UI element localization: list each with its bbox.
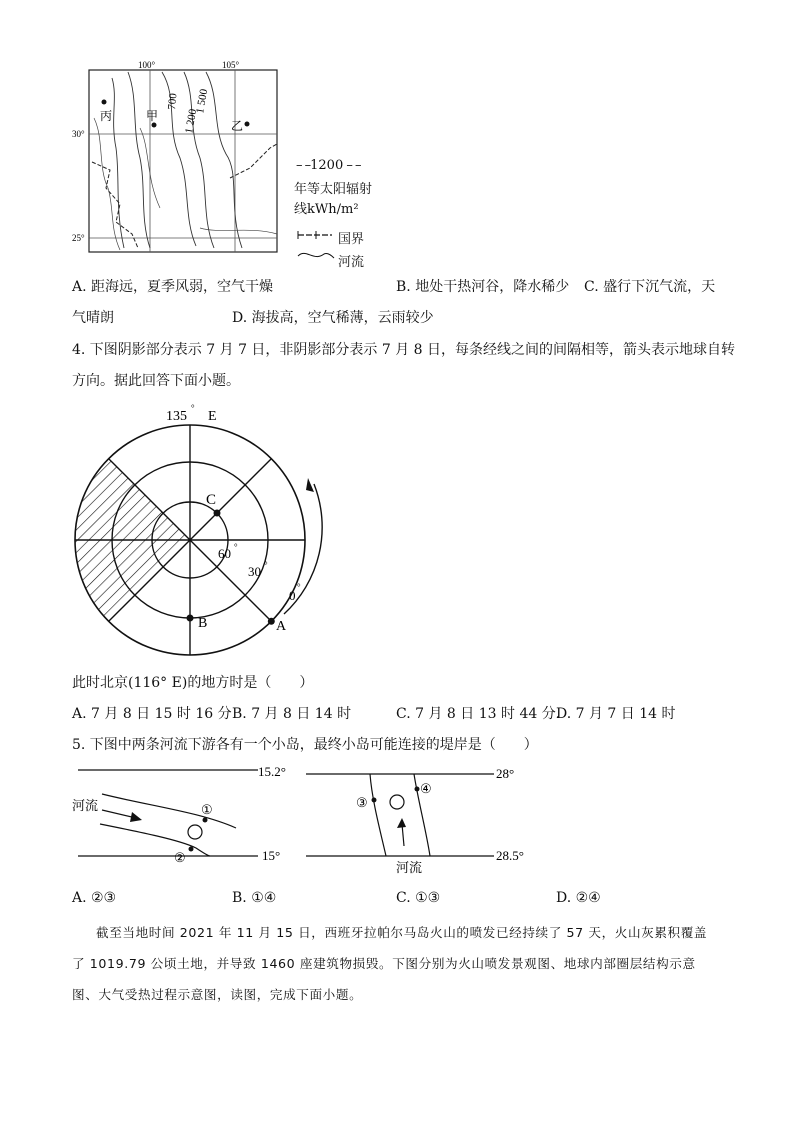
isoline xyxy=(128,72,150,248)
rotation-arrowhead-icon xyxy=(306,478,314,492)
legend-river-label: 河流 xyxy=(338,255,365,270)
island xyxy=(188,825,202,839)
mark-2: ② xyxy=(174,850,186,865)
right-top-lat: 28° xyxy=(496,766,515,781)
legend-border-label: 国界 xyxy=(338,232,365,247)
label-B: B xyxy=(198,616,208,631)
bing-label: 丙 xyxy=(100,109,113,123)
q4-question: 此时北京(116° E)的地方时是（ ） xyxy=(72,675,314,691)
q5-option-a: A. ②③ xyxy=(72,890,117,906)
mark-3: ③ xyxy=(356,795,368,810)
label-135: 135 xyxy=(166,409,187,424)
point-A xyxy=(268,618,275,625)
q3-option-a: A. 距海远，夏季风弱，空气干燥 xyxy=(72,279,274,295)
q5-option-b: B. ①④ xyxy=(232,890,277,906)
q5-stem: 5. 下图中两条河流下游各有一个小岛，最终小岛可能连接的堤岸是（ ） xyxy=(72,737,538,753)
jia-label: 甲 xyxy=(146,109,159,123)
riverbank-north xyxy=(102,794,236,828)
point-C xyxy=(214,510,221,517)
isoline-1200 xyxy=(206,72,242,248)
label-E: E xyxy=(208,409,217,424)
q4-option-a: A. 7 月 8 日 15 时 16 分 xyxy=(72,706,232,722)
mark-4: ④ xyxy=(420,781,432,796)
point-jia xyxy=(152,123,157,128)
legend-symbols xyxy=(296,228,336,268)
legend-iso-label-2: 线kWh/m² xyxy=(294,202,359,217)
lon-105-label: 105° xyxy=(222,60,240,70)
river xyxy=(200,228,277,234)
q3-option-d: D. 海拔高，空气稀薄，云雨较少 xyxy=(232,310,434,326)
point-3 xyxy=(372,798,377,803)
legend-iso-label-1: 年等太阳辐射 xyxy=(294,182,373,197)
flow-arrow xyxy=(102,810,136,818)
label-60: 60 xyxy=(218,546,231,561)
label-0: 0 xyxy=(289,588,296,603)
river xyxy=(94,118,120,250)
point-1 xyxy=(203,818,208,823)
right-bottom-lat: 28.5° xyxy=(496,848,524,863)
mark-1: ① xyxy=(201,802,213,817)
label-A: A xyxy=(276,619,287,634)
label-30: 30 xyxy=(248,564,261,579)
flow-arrowhead-icon xyxy=(397,818,406,828)
q3-option-c-cont: 气晴朗 xyxy=(72,310,114,326)
q5-option-c: C. ①③ xyxy=(396,890,441,906)
isoline xyxy=(112,78,124,248)
left-top-lat: 15.2° xyxy=(258,764,286,779)
passage-line3: 图、大气受热过程示意图，读图，完成下面小题。 xyxy=(72,987,363,1002)
lat-25-label: 25° xyxy=(72,233,85,243)
q4-option-b: B. 7 月 8 日 14 时 xyxy=(232,706,352,722)
passage-line2: 了 1019.79 公顷土地，并导致 1460 座建筑物损毁。下图分别为火山喷发景观图、地球内部圈层结构示意 xyxy=(72,956,696,971)
label-30-deg: ° xyxy=(264,560,268,570)
passage-line1: 截至当地时间 2021 年 11 月 15 日，西班牙拉帕尔马岛火山的喷发已经持续了 57 天，火山灰累积覆盖 xyxy=(96,925,708,940)
river-symbol xyxy=(298,253,334,258)
yi-label: 乙 xyxy=(231,119,244,133)
point-B xyxy=(187,615,194,622)
right-river-label: 河流 xyxy=(396,860,423,875)
q3-option-b: B. 地处干热河谷，降水稀少 xyxy=(396,279,570,295)
q4-option-c: C. 7 月 8 日 13 时 44 分． xyxy=(396,706,570,722)
q4-stem-line2: 方向。据此回答下面小题。 xyxy=(72,373,240,389)
legend-iso-value: 1200 xyxy=(310,158,344,173)
solar-radiation-map xyxy=(72,58,305,258)
point-yi xyxy=(245,122,250,127)
label-135-deg: ° xyxy=(191,403,195,413)
left-river-label: 河流 xyxy=(72,798,99,813)
label-60-deg: ° xyxy=(234,542,238,552)
lat-30-label: 30° xyxy=(72,129,85,139)
island xyxy=(390,795,404,809)
q3-option-c: C. 盛行下沉气流，天 xyxy=(584,279,716,295)
iso-700-label: 700 xyxy=(166,92,180,111)
national-border xyxy=(230,144,277,178)
riverbank-west xyxy=(370,774,386,856)
legend-isoline: – –1200 – – xyxy=(296,158,361,173)
river-diagram-right xyxy=(300,760,540,880)
point-bing xyxy=(102,100,107,105)
q4-option-d: D. 7 月 7 日 14 时 xyxy=(556,706,676,722)
polar-diagram xyxy=(70,400,340,650)
q4-stem-line1: 4. 下图阴影部分表示 7 月 7 日，非阴影部分表示 7 月 8 日，每条经线之间的间隔相等，箭头表示地球自转 xyxy=(72,342,736,358)
river-diagram-left xyxy=(70,760,300,880)
label-0-deg: ° xyxy=(297,582,301,592)
point-4 xyxy=(415,787,420,792)
left-bottom-lat: 15° xyxy=(262,848,281,863)
q5-option-d: D. ②④ xyxy=(556,890,601,906)
flow-arrowhead-icon xyxy=(130,812,142,822)
lon-100-label: 100° xyxy=(138,60,156,70)
iso-1200-label: 1 200 xyxy=(183,108,200,135)
label-C: C xyxy=(206,492,217,508)
iso-1500-label: 1 500 xyxy=(194,88,211,115)
point-2 xyxy=(189,847,194,852)
